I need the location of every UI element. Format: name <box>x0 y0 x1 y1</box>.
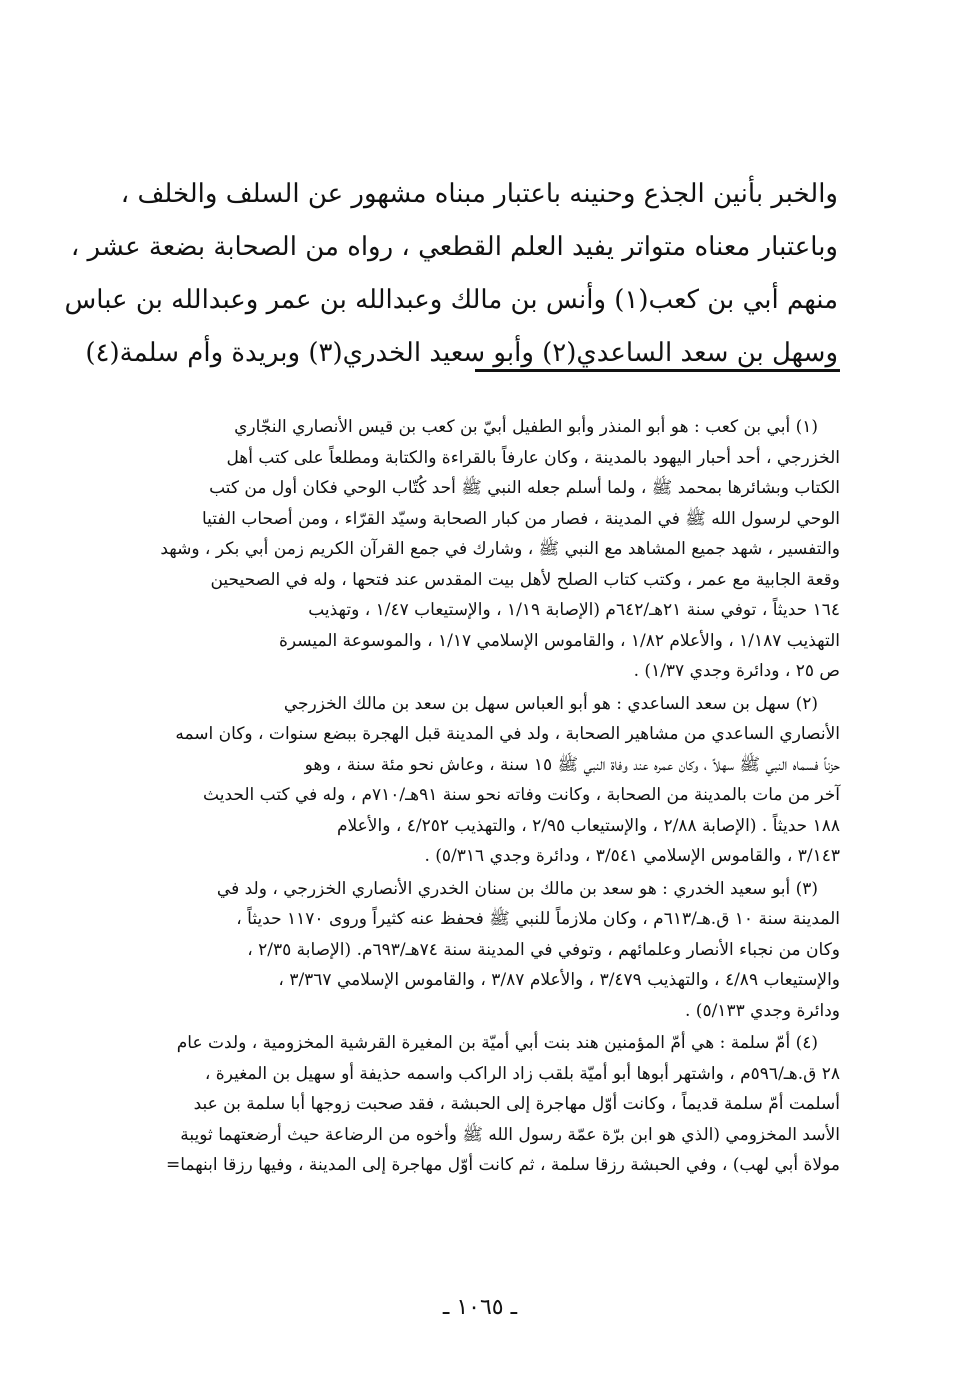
footnote-line: (٣) أبو سعيد الخدري : هو سعد بن مالك بن سنان الخدري الأنصاري الخزرجي ، ولد في <box>216 878 818 899</box>
footnote-line: وقعة الجابية مع عمر ، وكتب كتاب الصلح لأهل بيت المقدس عند فتحها ، وله في الصحيحين <box>210 569 840 590</box>
main-text-line-2: وباعتبار معناه متواتر يفيد العلم القطعي ، رواه من الصحابة بضعة عشر ، <box>70 232 838 262</box>
footnote-line: حزناً فسماه النبي ﷺ سهلاً ، وكان عمره عند وفاة النبي ﷺ ١٥ سنة ، وعاش نحو مئة سنة ، وهو <box>304 754 840 775</box>
footnote-line: الكتاب وبشائرها بمحمد ﷺ ، ولما أسلم جعله النبي ﷺ أحد كُتّاب الوحي فكان أول من كتب <box>209 478 840 498</box>
footnote-line: المدينة سنة ١٠ ق.هـ/٦١٣م ، وكان ملازماً للنبي ﷺ فحفظ عنه كثيراً وروى ١١٧٠ حديثاً ، <box>236 909 840 929</box>
footnote-line: والإستيعاب ٤/٨٩ ، والتهذيب ٣/٤٧٩ ، والأعلام ٣/٨٧ ، والقاموس الإسلامي ٣/٣٦٧ ، <box>278 970 840 990</box>
footnote-4 <box>108 1028 840 1181</box>
footnote-separator <box>475 369 840 372</box>
footnote-line: الوحي لرسول الله ﷺ في المدينة ، فصار من كبار الصحابة وسيّد القرّاء ، ومن أصحاب الفتيا <box>201 508 840 529</box>
footnote-line: وكان من نجباء الأنصار وعلمائهم ، وتوفي في المدينة سنة ٧٤هـ/٦٩٣م. (الإصابة ٢/٣٥ ، <box>247 939 840 960</box>
main-text-line-3: منهم أبي بن كعب(١) وأنس بن مالك وعبدالله بن عمر وعبدالله بن عباس <box>64 285 838 315</box>
footnote-1 <box>108 412 840 687</box>
footnote-line: (٢) سهل بن سعد الساعدي : هو أبو العباس سهل بن سعد بن مالك الخزرجي <box>283 693 818 714</box>
footnotes-section <box>108 412 840 1183</box>
footnote-line: ص ٢٥ ، ودائرة وجدي ١/٣٧) . <box>633 661 840 681</box>
footnote-line: ١٦٤ حديثاً ، توفي سنة ٢١هـ/٦٤٢م (الإصابة ١/١٩ ، والإستيعاب ١/٤٧ ، وتهذيب <box>308 600 840 620</box>
main-body-text <box>64 168 838 380</box>
footnote-line: ٢٨ ق.هـ/٥٩٦م ، واشتهر أبوها أبو أميّة بلقب زاد الراكب واسمه حذيفة أو سهيل بن المغيرة ، <box>204 1063 840 1084</box>
footnote-line: الأنصاري الساعدي من مشاهير الصحابة ، ولد في المدينة قبل الهجرة ببضع سنوات ، وكان اسمه <box>175 724 840 744</box>
footnote-line: (١) أبي بن كعب : هو أبو المنذر وأبو الطفيل أبيّ بن كعب بن قيس الأنصاري النجّاري <box>234 417 818 437</box>
footnote-line: مولاة أبي لهب) ، وفي الحبشة رزقا سلمة ، ثم كانت أوّل مهاجرة إلى المدينة ، وفيها رزقا ابنهما= <box>165 1155 840 1175</box>
footnote-line: والتفسير ، شهد جميع المشاهد مع النبي ﷺ ، وشارك في جمع القرآن الكريم زمن أبي بكر ، وشهد <box>160 539 840 559</box>
footnote-line: آخر من مات بالمدينة من الصحابة ، وكانت وفاته نحو سنة ٩١هـ/٧١٠م ، وله في كتب الحديث <box>203 785 840 805</box>
main-text-line-4: وسهل بن سعد الساعدي(٢) وأبو سعيد الخدري(٣) وبريدة وأم سلمة(٤) <box>85 338 838 368</box>
footnote-line: الأسد المخزومي (الذي هو ابن برّة عمّة رسول الله ﷺ وأخوه من الرضاعة حيث أرضعتهما ثويبة <box>180 1124 840 1145</box>
footnote-line: (٤) أمّ سلمة : هي أمّ المؤمنين هند بنت أبي أميّة بن المغيرة القرشية المخزومية ، ولدت عام <box>176 1033 818 1053</box>
footnote-line: ١٨٨ حديثاً . (الإصابة ٢/٨٨ ، والإستيعاب ٢/٩٥ ، والتهذيب ٤/٢٥٢ ، والأعلام <box>336 815 840 836</box>
footnote-line: الخزرجي ، أحد أحبار اليهود بالمدينة ، وكان عارفاً بالقراءة والكتابة ومطلعاً على كتب أهل <box>226 447 840 468</box>
main-text-line-1: والخبر بأنين الجذع وحنينه باعتبار مبناه مشهور عن السلف والخلف ، <box>120 179 838 209</box>
footnote-2 <box>108 689 840 872</box>
footnote-3 <box>108 874 840 1027</box>
footnote-line: ودائرة وجدي ٥/١٣٣) . <box>685 1000 840 1021</box>
footnote-line: التهذيب ١/١٨٧ ، والأعلام ١/٨٢ ، والقاموس الإسلامي ١/١٧ ، والموسوعة الميسرة <box>278 630 840 651</box>
footnote-line: ٣/١٤٣ ، والقاموس الإسلامي ٣/٥٤١ ، ودائرة وجدي ٥/٣١٦) . <box>424 846 840 866</box>
footnote-line: أسلمت أمّ سلمة قديماً ، وكانت أوّل مهاجرة إلى الحبشة ، فقد صحبت زوجها أبا سلمة بن عبد <box>193 1094 840 1114</box>
page-number: ـ ١٠٦٥ ـ <box>442 1295 518 1320</box>
